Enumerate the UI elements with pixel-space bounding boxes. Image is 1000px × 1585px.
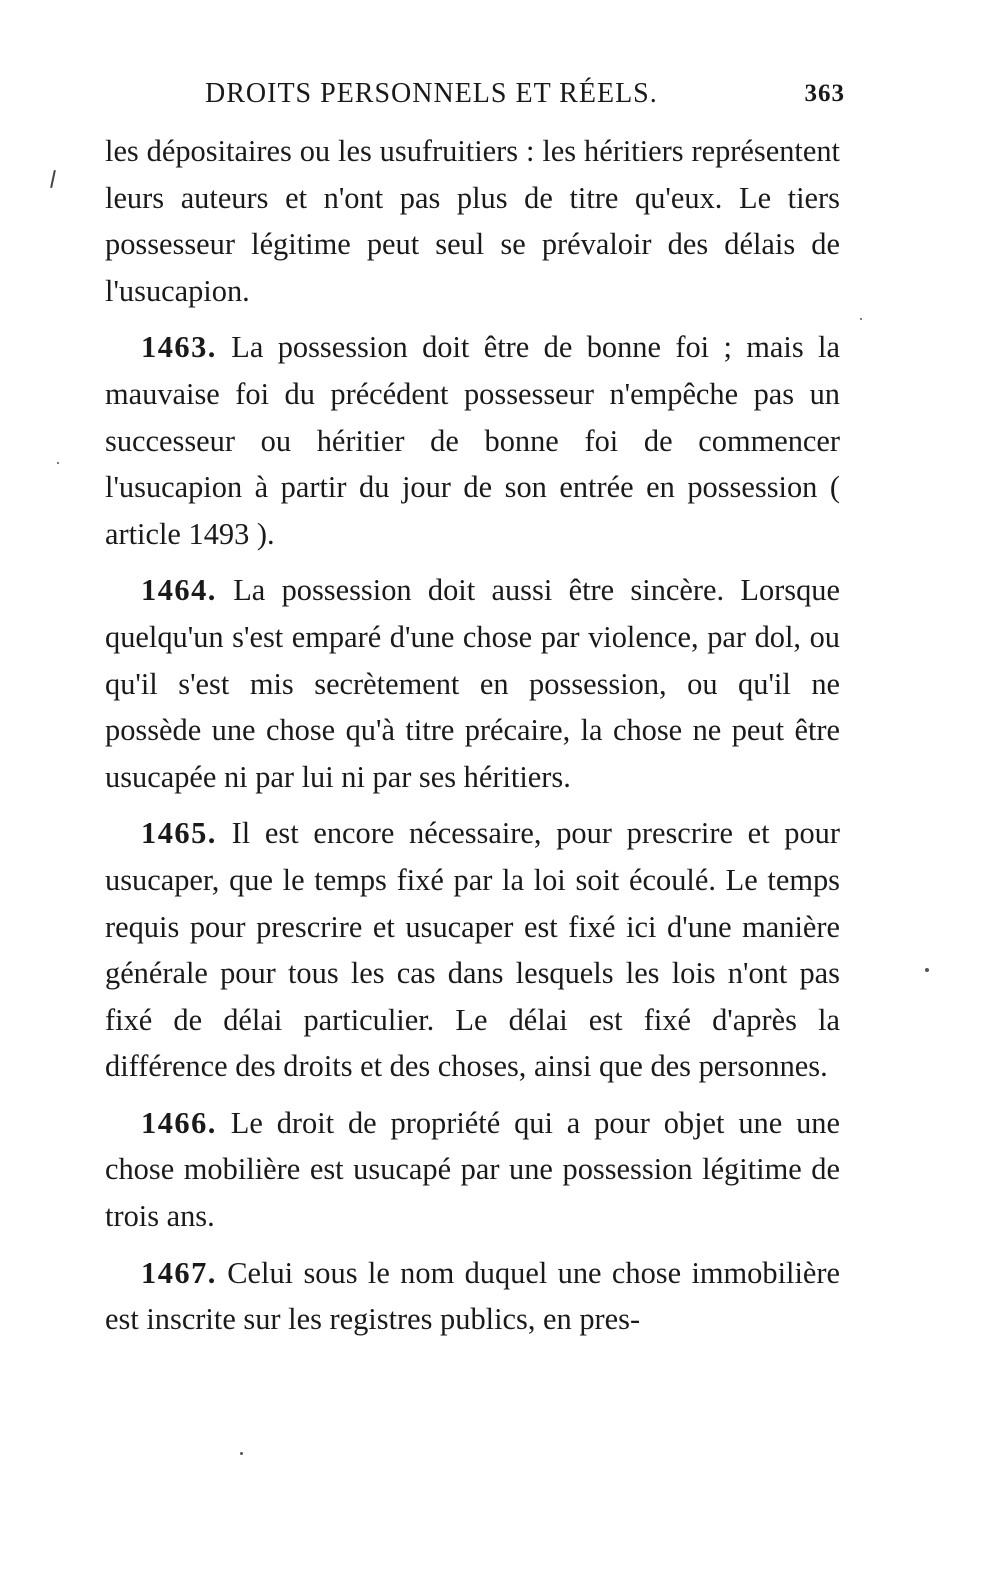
page-number: 363 [804,80,845,107]
running-title: DROITS PERSONNELS ET RÉELS. [205,78,658,109]
paragraph-continuation [105,128,840,314]
article-number: 1465. [141,816,217,851]
article-number: 1464. [141,573,217,608]
ink-speck [925,968,929,972]
article-text: Le droit de propriété qui a pour objet une une chose mobilière est usucapé par une possession légitime de trois ans. [105,1105,840,1234]
article-1463 [105,324,840,557]
article-1464 [105,567,840,800]
article-number: 1463. [141,330,217,365]
article-text: La possession doit être de bonne foi ; mais la mauvaise foi du précédent possesseur n'empêche pas un successeur ou héritier de bonne foi de commencer l'usucapion à partir du jour de son entrée en possession ( article 1493 ). [105,330,840,551]
article-number: 1466. [141,1105,217,1140]
ink-speck [860,318,862,320]
ink-speck [57,462,59,464]
article-1467 [105,1250,840,1343]
article-text: Celui sous le nom duquel une chose immobilière est inscrite sur les registres publics, en pres- [105,1255,840,1337]
body-text [105,128,840,1343]
article-number: 1467. [141,1255,217,1290]
article-1465 [105,810,840,1090]
running-head [105,78,845,118]
margin-mark [50,170,56,188]
article-1466 [105,1100,840,1240]
article-text: La possession doit aussi être sincère. Lorsque quelqu'un s'est emparé d'une chose par violence, par dol, ou qu'il s'est mis secrètement en possession, ou qu'il ne possède une chose qu'à titre précaire, la chose ne peut être usucapée ni par lui ni par ses héritiers. [105,573,840,794]
paragraph-text: les dépositaires ou les usufruitiers : les héritiers représentent leurs auteurs et n'ont pas plus de titre qu'eux. Le tiers possesseur légitime peut seul se prévaloir des délais de l'usucapion. [105,134,840,308]
ink-speck [240,1452,243,1455]
article-text: Il est encore nécessaire, pour prescrire et pour usucaper, que le temps fixé par la loi soit écoulé. Le temps requis pour prescrire et usucaper est fixé ici d'une manière générale pour tous les cas dans lesquels les lois n'ont pas fixé de délai particulier. Le délai est fixé d'après la différence des droits et des choses, ainsi que des personnes. [105,816,840,1084]
